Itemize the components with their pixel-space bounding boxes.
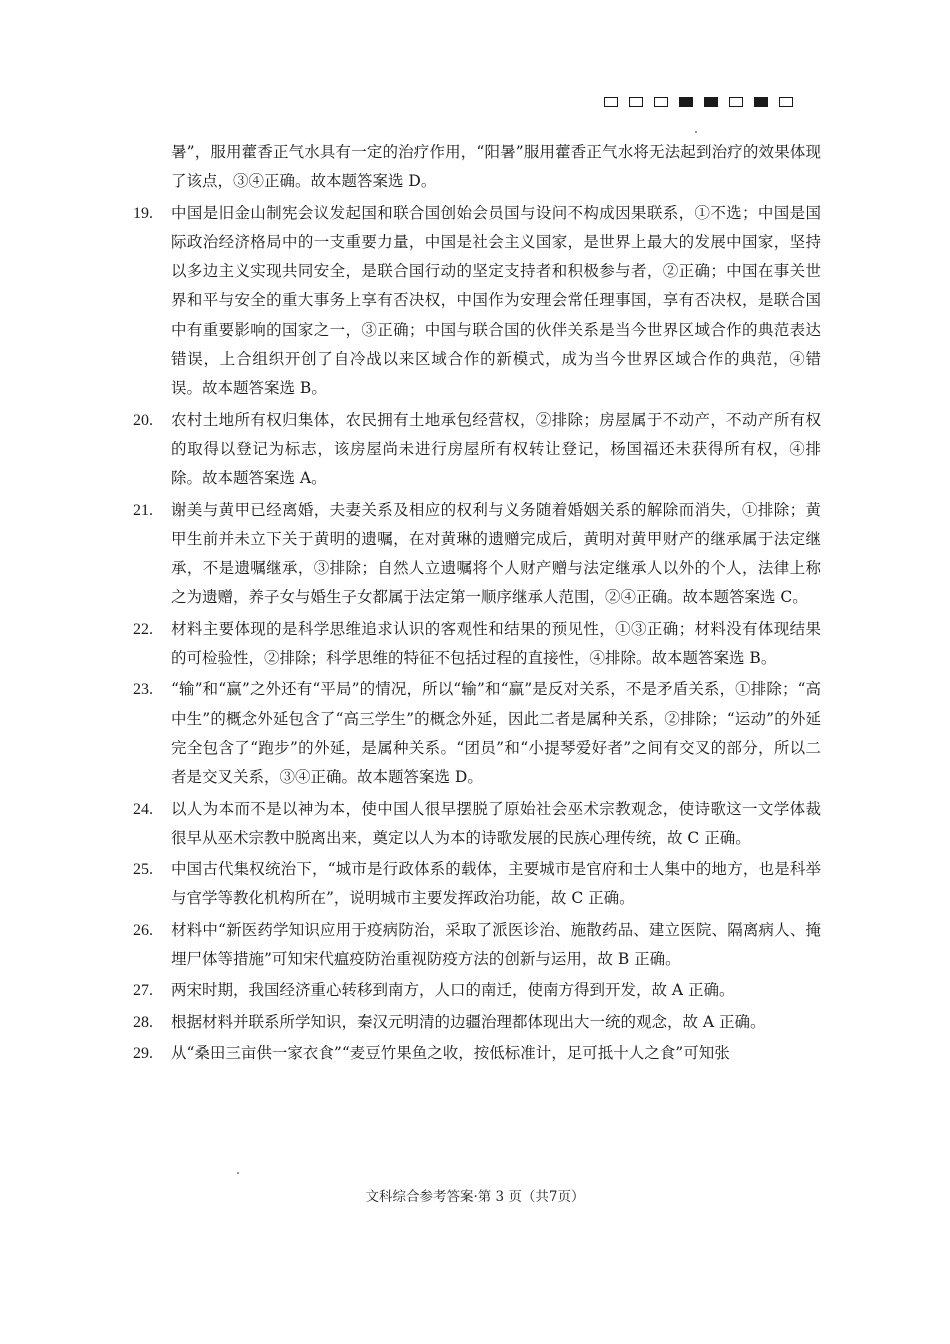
item-number: 29. <box>133 1044 153 1062</box>
item-number: 27. <box>133 982 153 1000</box>
answer-item <box>133 855 821 914</box>
answer-item <box>133 615 821 674</box>
continuation-text: 暑”，服用藿香正气水具有一定的治疗作用，“阳暑”服用藿香正气水将无法起到治疗的效果体现了该点，③④正确。故本题答案选 D。 <box>171 143 821 191</box>
header-mark <box>654 97 668 107</box>
item-text: 谢美与黄甲已经离婚，夫妻关系及相应的权利与义务随着婚姻关系的解除而消失，①排除；黄甲生前并未立下关于黄明的遗嘱，在对黄琳的遗赠完成后，黄明对黄甲财产的继承属于法定继承，不是遗嘱继承，③排除；自然人立遗嘱将个人财产赠与法定继承人以外的个人，法律上称之为遗赠，养子女与婚生子女都属于法定第一顺序继承人范围，②④正确。故本题答案选 C。 <box>171 500 821 607</box>
item-text: 农村土地所有权归集体，农民拥有土地承包经营权，②排除；房屋属于不动产，不动产所有权的取得以登记为标志，该房屋尚未进行房屋所有权转让登记，杨国福还未获得所有权，④排除。故本题答案选 A。 <box>171 410 821 488</box>
item-number: 21. <box>133 501 153 519</box>
header-mark <box>629 97 643 107</box>
item-text: “输”和“赢”之外还有“平局”的情况，所以“输”和“赢”是反对关系，不是矛盾关系，①排除；“高中生”的概念外延包含了“高三学生”的概念外延，因此二者是属种关系，②排除；“运动”的外延完全包含了“跑步”的外延，是属种关系。“团员”和“小提琴爱好者”之间有交叉的部分，所以二者是交叉关系，③④正确。故本题答案选 D。 <box>171 680 821 787</box>
item-number: 28. <box>133 1013 153 1031</box>
item-number: 26. <box>133 921 153 939</box>
item-number: 22. <box>133 620 153 638</box>
header-mark-filled <box>754 97 768 107</box>
header-mark-filled <box>679 97 693 107</box>
item-number: 20. <box>133 411 153 429</box>
answer-item <box>133 199 821 404</box>
header-mark-filled <box>704 97 718 107</box>
header-mark <box>729 97 743 107</box>
item-number: 19. <box>133 204 153 222</box>
item-text: 中国是旧金山制宪会议发起国和联合国创始会员国与设问不构成因果联系，①不选；中国是国际政治经济格局中的一支重要力量，中国是社会主义国家，是世界上最大的发展中国家，坚持以多边主义实现共同安全，是联合国行动的坚定支持者和积极参与者，②正确；中国在事关世界和平与安全的重大事务上享有否决权，中国作为安理会常任理事国，享有否决权，是联合国中有重要影响的国家之一，③正确；中国与联合国的伙伴关系是当今世界区域合作的典范表达错误，上合组织开创了自冷战以来区域合作的新模式，成为当今世界区域合作的典范，④错误。故本题答案选 B。 <box>171 203 821 398</box>
answer-sheet-marks <box>604 97 793 107</box>
answer-item <box>133 496 821 613</box>
answer-item <box>133 1039 821 1068</box>
answer-item <box>133 976 821 1005</box>
item-number: 25. <box>133 861 153 879</box>
answer-item <box>133 916 821 975</box>
item-text: 材料主要体现的是科学思维追求认识的客观性和结果的预见性，①③正确；材料没有体现结果的可检验性，②排除；科学思维的特征不包括过程的直接性，④排除。故本题答案选 B。 <box>171 619 821 668</box>
item-text: 中国古代集权统治下，“城市是行政体系的载体，主要城市是官府和士人集中的地方，也是科举与官学等教化机构所在”，说明城市主要发挥政治功能，故 C 正确。 <box>171 860 821 908</box>
item-number: 24. <box>133 800 153 818</box>
answer-item <box>133 675 821 792</box>
answer-content <box>0 138 950 1068</box>
scan-speck <box>237 1172 239 1174</box>
item-text: 根据材料并联系所学知识，秦汉元明清的边疆治理都体现出大一统的观念，故 A 正确。 <box>171 1012 766 1031</box>
item-text: 从“桑田三亩供一家衣食”“麦豆竹果鱼之收，按低标准计，足可抵十人之食”可知张 <box>171 1043 730 1062</box>
scan-speck <box>695 131 697 133</box>
item-number: 23. <box>133 681 153 699</box>
header-mark <box>604 97 618 107</box>
item-text: 两宋时期，我国经济重心转移到南方，人口的南迁，使南方得到开发，故 A 正确。 <box>171 981 735 1000</box>
item-text: 材料中“新医药学知识应用于疫病防治，采取了派医诊治、施散药品、建立医院、隔离病人、掩埋尸体等措施”可知宋代瘟疫防治重视防疫方法的创新与运用，故 B 正确。 <box>171 920 821 969</box>
header-mark <box>779 97 793 107</box>
item-text: 以人为本而不是以神为本，使中国人很早摆脱了原始社会巫术宗教观念，使诗歌这一文学体裁很早从巫术宗教中脱离出来，奠定以人为本的诗歌发展的民族心理传统，故 C 正确。 <box>171 799 821 847</box>
answer-item <box>133 795 821 854</box>
answer-item <box>133 406 821 494</box>
page-footer: 文科综合参考答案·第 3 页（共7页） <box>365 1189 585 1205</box>
answer-item <box>133 1008 821 1037</box>
